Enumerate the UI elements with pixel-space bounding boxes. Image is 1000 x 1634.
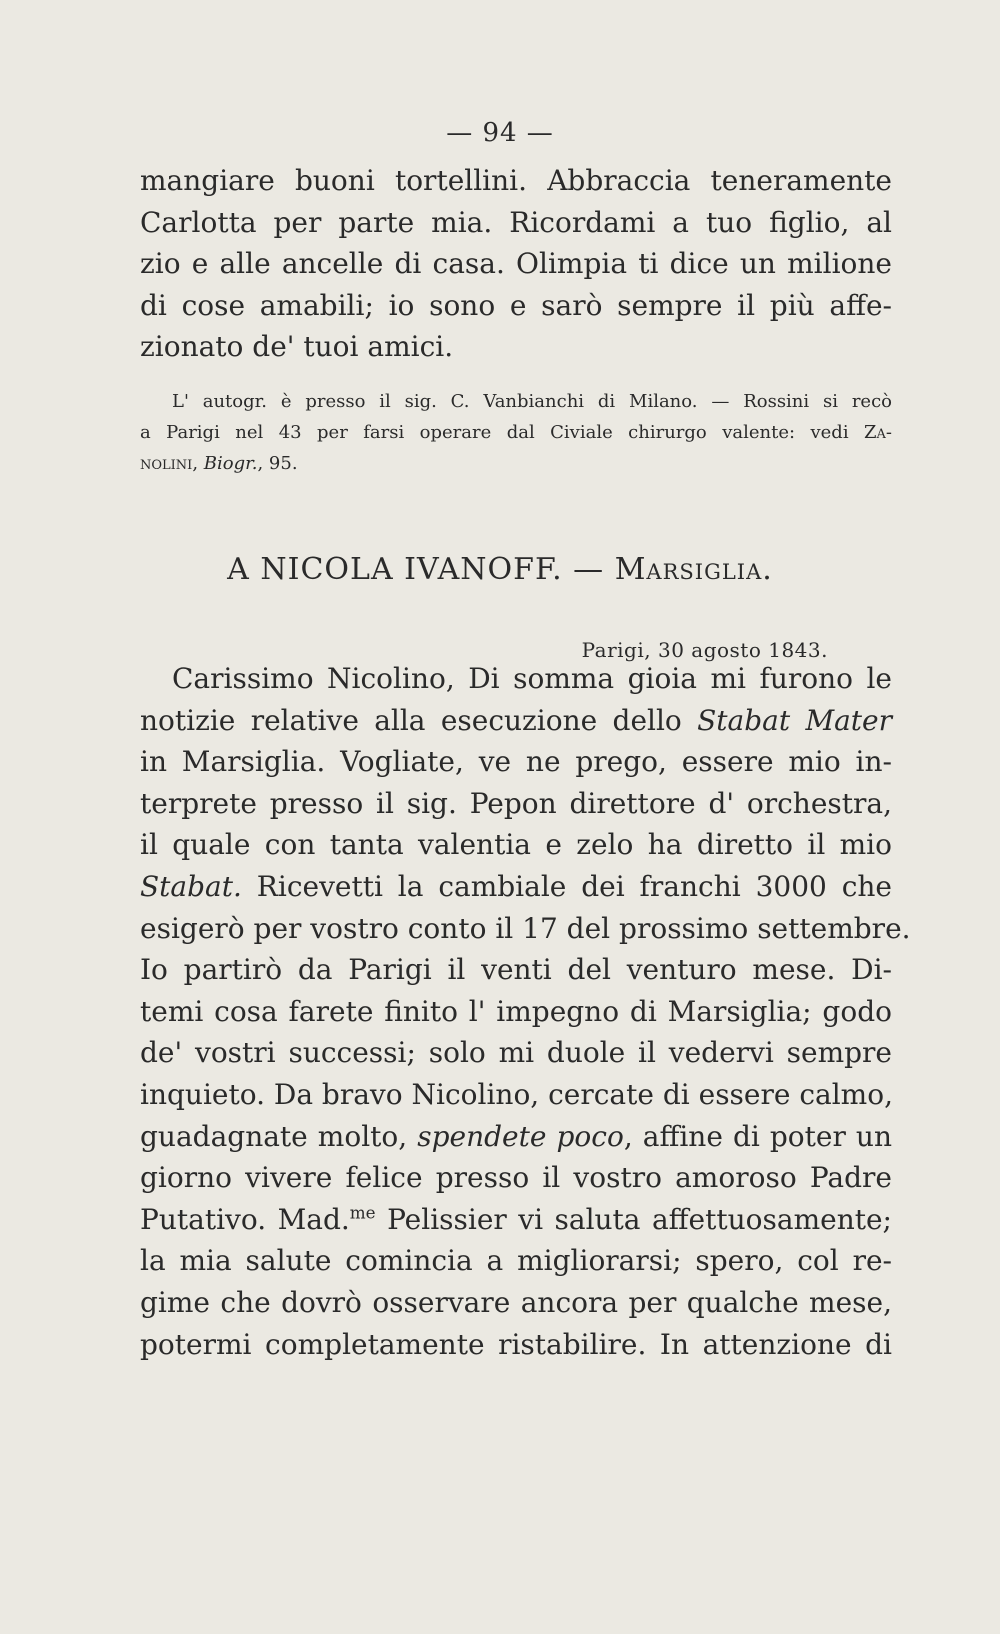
text-run: Putativo. Mad. [140,1202,350,1236]
text-line: in Marsiglia. Vogliate, ve ne prego, essere mio in- [140,745,892,779]
text-line: il quale con tanta valentia e zelo ha diretto il mio [140,828,892,862]
author-name: Za- [864,422,892,443]
page-number: — 94 — [446,118,554,148]
text-line: gime che dovrò osservare ancora per qualche mese, [140,1285,892,1319]
text-line: zionato de' tuoi amici. [140,330,454,364]
text-line: Carissimo Nicolino, Di somma gioia mi furono le [172,662,892,695]
text-line: potermi completamente ristabilire. In attenzione di [140,1327,892,1361]
text-line: Carlotta per parte mia. Ricordami a tuo figlio, al [140,205,892,239]
recipient: A NICOLA IVANOFF. — [227,552,615,587]
text-line [140,1199,892,1241]
note-text: , 95. [257,453,298,474]
text-run: Ricevetti la cambiale dei franchi 3000 che [241,869,892,903]
text-line: Io partirò da Parigi il venti del venturo mese. Di- [140,953,892,987]
text-line: temi cosa farete finito l' impegno di Marsiglia; godo [140,994,892,1028]
text-line: esigerò per vostro conto il 17 del prossimo settembre. [140,911,911,945]
text-line: mangiare buoni tortellini. Abbraccia teneramente [140,164,892,197]
letter-body [140,658,911,1365]
top-paragraph [140,160,892,368]
footnote [140,386,892,479]
text-run: Pelissier vi saluta affettuosamente; [375,1202,892,1236]
emphasis: spendete poco [417,1119,624,1153]
text-line: giorno vivere felice presso il vostro amoroso Padre [140,1161,892,1195]
work-title: Stabat. [140,869,242,903]
text-line [140,700,892,742]
note-line [140,448,892,479]
text-line: di cose amabili; io sono e sarò sempre il più affe- [140,288,892,322]
note-text: a Parigi nel 43 per farsi operare dal Civiale chirurgo valente: vedi [140,422,865,443]
text-run: notizie relative alla esecuzione dello [140,703,698,737]
letter-heading [0,552,1000,587]
note-text: , [192,453,204,474]
text-line [140,866,892,908]
work-title: Stabat Mater [697,703,893,737]
text-line: inquieto. Da bravo Nicolino, cercate di essere calmo, [140,1077,893,1111]
text-line [140,1116,892,1158]
heading-end: . [762,552,773,587]
note-line: L' autogr. è presso il sig. C. Vanbianchi di Milano. — Rossini si recò [172,391,892,412]
book-title: Biogr. [203,453,258,474]
text-line: la mia salute comincia a migliorarsi; spero, col re- [140,1244,892,1278]
text-run: guadagnate molto, [140,1119,418,1153]
text-run: , affine di poter un [623,1119,892,1153]
author-name: nolini [140,453,193,474]
note-line [140,417,892,448]
text-line: de' vostri successi; solo mi duole il vedervi sempre [140,1036,892,1070]
superscript: me [349,1202,376,1223]
place: Marsiglia [614,552,763,587]
text-line: zio e alle ancelle di casa. Olimpia ti dice un milione [140,247,892,281]
text-line: terprete presso il sig. Pepon direttore d' orchestra, [140,786,892,820]
letter-date: Parigi, 30 agosto 1843. [581,638,828,662]
